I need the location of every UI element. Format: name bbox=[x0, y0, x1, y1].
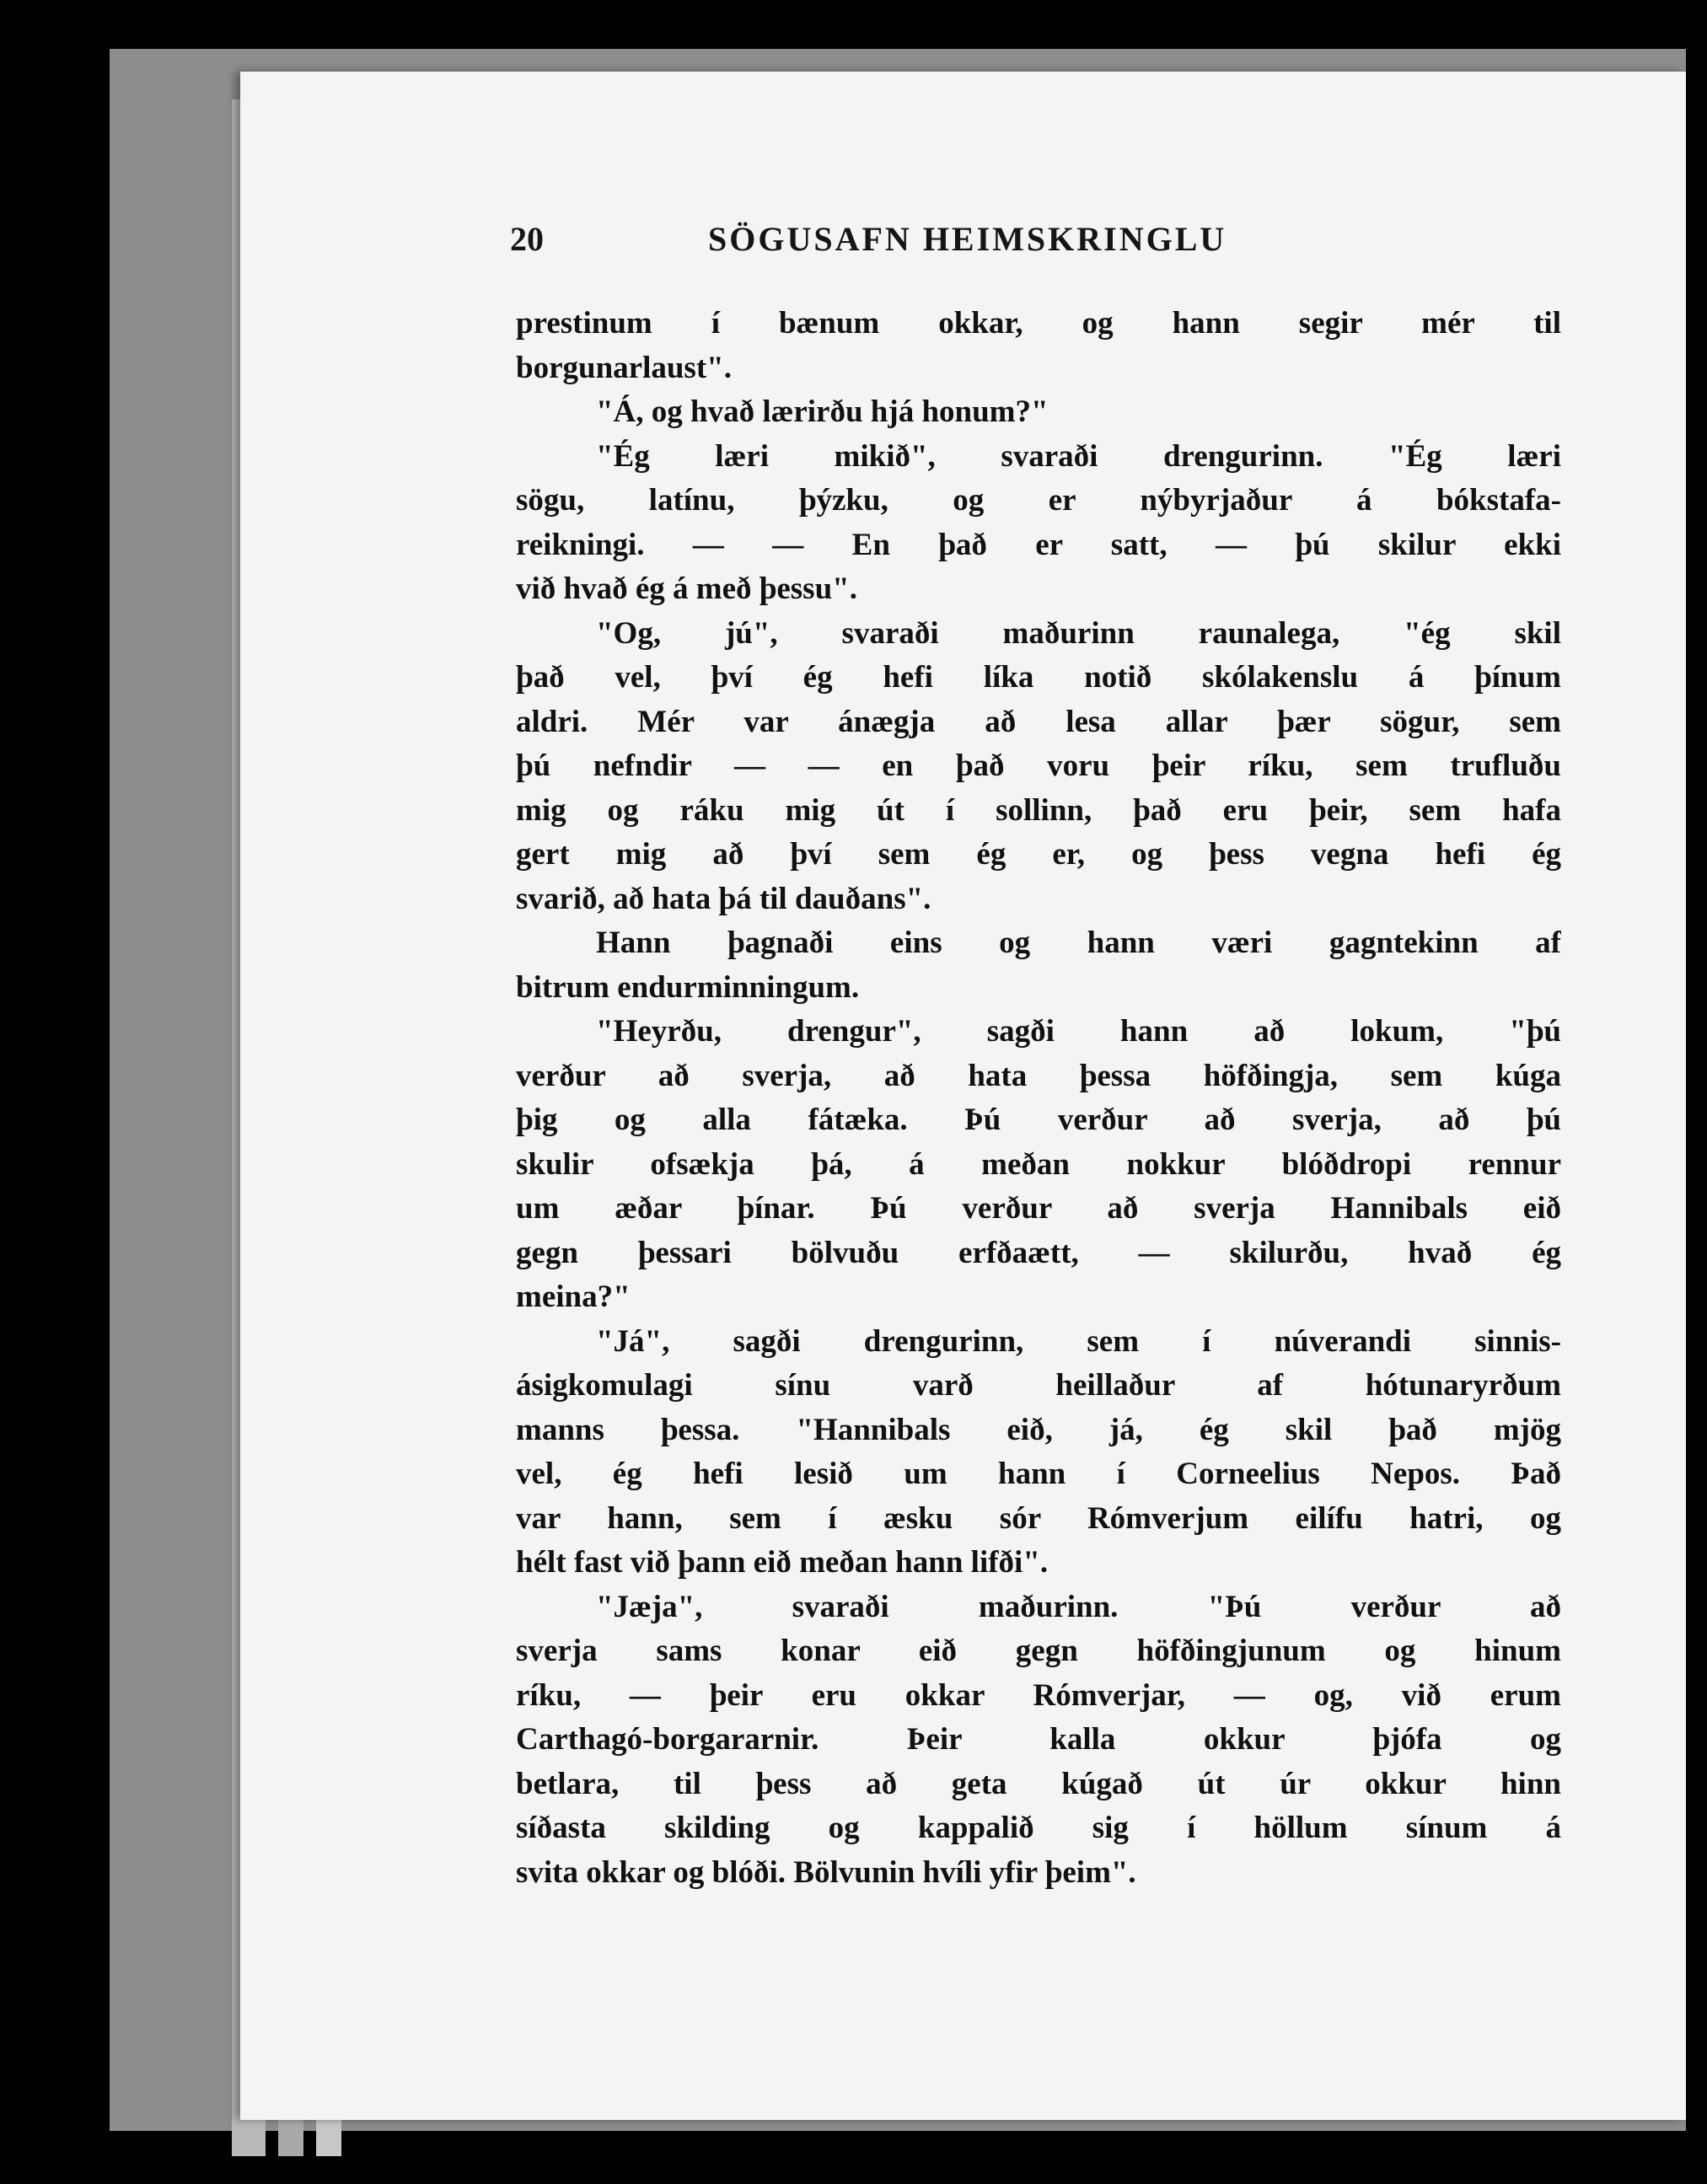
text-line: það vel, því ég hefi líka notið skólakenslu á þínum bbox=[516, 660, 1561, 695]
page-header bbox=[510, 211, 1361, 270]
text-line: "Og, jú", svaraði maðurinn raunalega, "ég skil bbox=[596, 615, 1561, 651]
text-line: þig og alla fátæka. Þú verður að sverja, að þú bbox=[516, 1103, 1561, 1137]
text-line: um æðar þínar. Þú verður að sverja Hannibals eið bbox=[516, 1191, 1561, 1226]
text-line: ásigkomulagi sínu varð heillaður af hótunaryrðum bbox=[516, 1368, 1561, 1403]
text-line: hélt fast við þann eið meðan hann lifði". bbox=[516, 1545, 1049, 1580]
text-line: Hann þagnaði eins og hann væri gagntekinn af bbox=[596, 926, 1561, 960]
text-line: svarið, að hata þá til dauðans". bbox=[516, 881, 931, 916]
text-line: sverja sams konar eið gegn höfðingjunum og hinum bbox=[516, 1634, 1561, 1668]
text-line: "Ég læri mikið", svaraði drengurinn. "Ég læri bbox=[596, 438, 1561, 474]
text-line: reikningi. — — En það er satt, — þú skilur ekki bbox=[516, 527, 1561, 562]
text-line: bitrum endurminningum. bbox=[516, 969, 860, 1005]
text-line: "Jæja", svaraði maðurinn. "Þú verður að bbox=[596, 1589, 1561, 1624]
text-line: var hann, sem í æsku sór Rómverjum eilífu hatri, og bbox=[516, 1500, 1561, 1536]
text-line: "Á, og hvað lærirðu hjá honum?" bbox=[596, 394, 1049, 429]
text-line: betlara, til þess að geta kúgað út úr okkur hinn bbox=[516, 1766, 1561, 1801]
body-text bbox=[516, 302, 1561, 1895]
text-line: sögu, latínu, þýzku, og er nýbyrjaður á bókstafa- bbox=[516, 483, 1561, 518]
text-line: svita okkar og blóði. Bölvunin hvíli yfir þeim". bbox=[516, 1854, 1136, 1890]
page-number: 20 bbox=[510, 220, 544, 258]
text-line: við hvað ég á með þessu". bbox=[516, 571, 857, 606]
text-line: ríku, — þeir eru okkar Rómverjar, — og, við erum bbox=[516, 1677, 1561, 1713]
text-line: síðasta skilding og kappalið sig í höllum sínum á bbox=[516, 1811, 1561, 1845]
text-line: meina?" bbox=[516, 1280, 631, 1314]
text-line: aldri. Mér var ánægja að lesa allar þær sögur, sem bbox=[516, 704, 1561, 739]
text-line: "Heyrðu, drengur", sagði hann að lokum, "þú bbox=[596, 1014, 1561, 1049]
text-line: gegn þessari bölvuðu erfðaætt, — skilurðu, hvað ég bbox=[516, 1235, 1561, 1270]
running-title: SÖGUSAFN HEIMSKRINGLU bbox=[708, 220, 1227, 258]
text-line: verður að sverja, að hata þessa höfðingja, sem kúga bbox=[516, 1058, 1561, 1093]
text-line: mig og ráku mig út í sollinn, það eru þeir, sem hafa bbox=[516, 792, 1561, 828]
text-line: manns þessa. "Hannibals eið, já, ég skil það mjög bbox=[516, 1412, 1561, 1447]
text-line: skulir ofsækja þá, á meðan nokkur blóðdropi rennur bbox=[516, 1146, 1561, 1182]
text-line: þú nefndir — — en það voru þeir ríku, sem trufluðu bbox=[516, 749, 1561, 783]
text-line: gert mig að því sem ég er, og þess vegna hefi ég bbox=[516, 837, 1561, 872]
text-line: vel, ég hefi lesið um hann í Corneelius Nepos. Það bbox=[516, 1457, 1561, 1491]
text-line: prestinum í bænum okkar, og hann segir mér til bbox=[516, 306, 1561, 341]
text-line: "Já", sagði drengurinn, sem í núverandi sinnis- bbox=[596, 1323, 1561, 1359]
text-line: Carthagó-borgararnir. Þeir kalla okkur þjófa og bbox=[516, 1722, 1561, 1757]
text-line: borgunarlaust". bbox=[516, 350, 732, 385]
